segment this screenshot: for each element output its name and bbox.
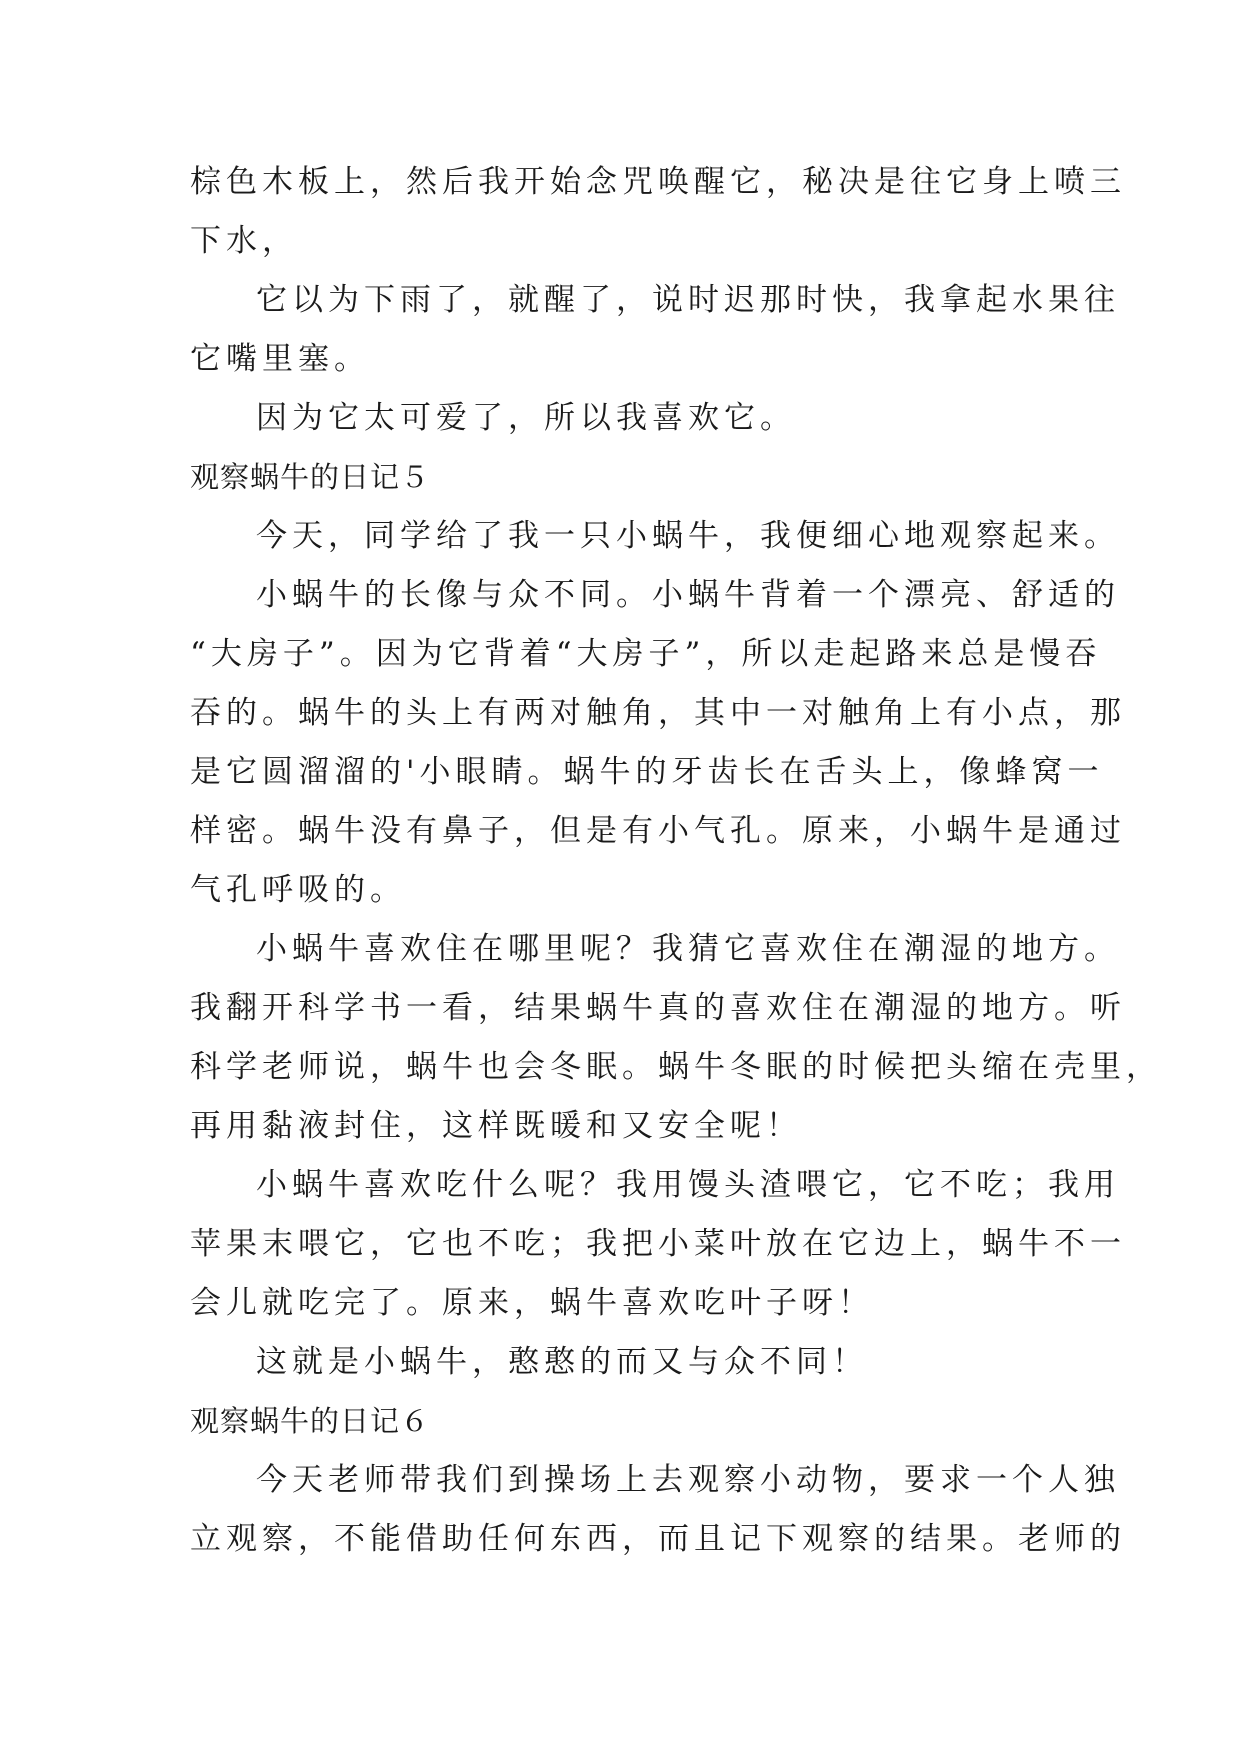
paragraph-line: 它嘴里塞。 — [190, 341, 370, 377]
paragraph-line: “大房子”。因为它背着“大房子”，所以走起路来总是慢吞 — [190, 636, 1102, 672]
paragraph-line: 它以为下雨了，就醒了，说时迟那时快，我拿起水果往 — [256, 282, 1120, 318]
paragraph-line: 棕色木板上，然后我开始念咒唤醒它，秘决是往它身上喷三 — [190, 164, 1126, 200]
paragraph-line: 苹果末喂它，它也不吃；我把小菜叶放在它边上，蜗牛不一 — [190, 1226, 1126, 1262]
paragraph-line: 今天老师带我们到操场上去观察小动物，要求一个人独 — [256, 1462, 1120, 1498]
paragraph-line: 是它圆溜溜的'小眼睛。蜗牛的牙齿长在舌头上，像蜂窝一 — [190, 754, 1104, 790]
paragraph-line: 气孔呼吸的。 — [190, 872, 406, 908]
paragraph-line: 吞的。蜗牛的头上有两对触角，其中一对触角上有小点，那 — [190, 695, 1126, 731]
paragraph-line: 会儿就吃完了。原来，蜗牛喜欢吃叶子呀！ — [190, 1285, 874, 1321]
diary-heading: 观察蜗牛的日记６ — [190, 1404, 431, 1438]
paragraph-line: 再用黏液封住，这样既暖和又安全呢！ — [190, 1108, 802, 1144]
paragraph-line: 这就是小蜗牛，憨憨的而又与众不同！ — [256, 1344, 868, 1380]
paragraph-line: 科学老师说，蜗牛也会冬眠。蜗牛冬眠的时候把头缩在壳里， — [190, 1049, 1162, 1085]
paragraph-line: 小蜗牛的长像与众不同。小蜗牛背着一个漂亮、舒适的 — [256, 577, 1120, 613]
document-page — [190, 153, 1162, 1569]
paragraph-line: 今天，同学给了我一只小蜗牛，我便细心地观察起来。 — [256, 518, 1120, 554]
paragraph-line: 下水， — [190, 223, 298, 259]
paragraph-line: 立观察，不能借助任何东西，而且记下观察的结果。老师的 — [190, 1521, 1126, 1557]
diary-heading: 观察蜗牛的日记５ — [190, 460, 431, 494]
paragraph-line: 样密。蜗牛没有鼻子，但是有小气孔。原来，小蜗牛是通过 — [190, 813, 1126, 849]
paragraph-line: 我翻开科学书一看，结果蜗牛真的喜欢住在潮湿的地方。听 — [190, 990, 1126, 1026]
paragraph-line: 小蜗牛喜欢吃什么呢？我用馒头渣喂它，它不吃；我用 — [256, 1167, 1120, 1203]
paragraph-line: 因为它太可爱了，所以我喜欢它。 — [256, 400, 796, 436]
paragraph-line: 小蜗牛喜欢住在哪里呢？我猜它喜欢住在潮湿的地方。 — [256, 931, 1120, 967]
